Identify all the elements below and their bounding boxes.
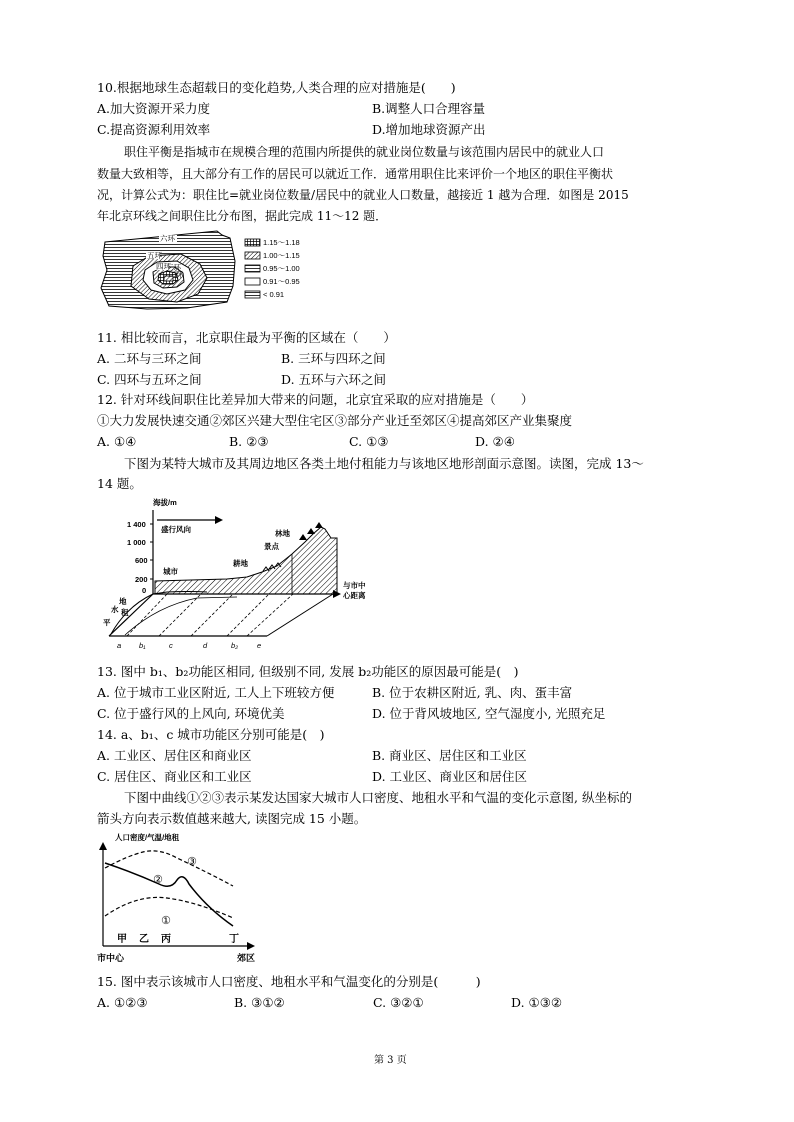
ring-label-5: 五环 xyxy=(147,251,162,260)
ring-label-2: 二环 xyxy=(168,270,183,279)
q13-stem: 13. 图中 b₁、b₂功能区相同, 但级别不同, 发展 b₂功能区的原因最可能是( ) xyxy=(97,664,519,679)
passage1-line-3: 况，计算公式为：职住比=就业岗位数量/居民中的就业人口数量，越接近 1 越为合理．如图是 2015 xyxy=(97,188,629,202)
legend-swatch-2 xyxy=(245,252,260,259)
q11-option-b[interactable]: B. 三环与四环之间 xyxy=(281,351,386,366)
q11-option-c[interactable]: C. 四环与五环之间 xyxy=(97,372,202,387)
passage2-line-2: 14 题。 xyxy=(97,476,142,491)
curve-3 xyxy=(105,851,233,886)
q14-option-a[interactable]: A. 工业区、居住区和商业区 xyxy=(97,748,252,763)
fig3-y-title: 人口密度/气温/地租 xyxy=(115,833,180,842)
ring-label-6: 六环 xyxy=(160,234,175,243)
fig3-mark-yi: 乙 xyxy=(139,934,149,945)
fig2-zone-e: e xyxy=(257,641,262,650)
legend-label-3: 0.95～1.00 xyxy=(263,264,300,273)
q14-stem: 14. a、b₁、c 城市功能区分别可能是( ) xyxy=(97,727,325,742)
fig3-curve-label-1: ① xyxy=(161,914,171,927)
fig2-wind-label: 盛行风向 xyxy=(161,525,191,534)
fig2-zone-b1: b₁ xyxy=(139,641,146,650)
passage1-line-2: 数量大致相等，且大部分有工作的居民可以就近工作．通常用职住比来评价一个地区的职住平衡状 xyxy=(97,167,614,181)
q13-option-c[interactable]: C. 位于盛行风的上风向, 环境优美 xyxy=(97,706,285,721)
q11-option-d[interactable]: D. 五环与六环之间 xyxy=(281,372,387,387)
map-legend xyxy=(245,238,300,299)
fig2-y-tick-200: 200 xyxy=(135,575,148,584)
beijing-ring-map xyxy=(97,226,342,318)
fig3-mark-ding: 丁 xyxy=(229,934,239,945)
fig2-y-tick-1400: 1 400 xyxy=(127,520,146,529)
fig2-zone-d: d xyxy=(203,641,208,650)
q14-option-c[interactable]: C. 居住区、商业区和工业区 xyxy=(97,769,252,784)
fig2-x-label-2: 心距离 xyxy=(343,591,366,600)
fig2-x-label-1: 与市中 xyxy=(343,581,366,590)
q10-stem: 10.根据地球生态超载日的变化趋势,人类合理的应对措施是( ) xyxy=(97,80,456,95)
q11-stem: 11. 相比较而言，北京职住最为平衡的区域在（ ） xyxy=(97,330,396,345)
q15-option-b[interactable]: B. ③①② xyxy=(234,995,285,1010)
fig3-end-label: 郊区 xyxy=(237,954,256,964)
q14-option-d[interactable]: D. 工业区、商业区和居住区 xyxy=(372,769,528,784)
fig2-y-title: 海拔/m xyxy=(153,498,177,507)
legend-label-5: < 0.91 xyxy=(263,290,285,299)
q15-stem: 15. 图中表示该城市人口密度、地租水平和气温变化的分别是( ) xyxy=(97,974,481,989)
fig2-side-label-1: 地 xyxy=(119,597,127,606)
passage3-line-2: 箭头方向表示数值越来越大, 读图完成 15 小题。 xyxy=(97,811,367,826)
fig3-mark-jia: 甲 xyxy=(117,934,127,945)
q12-statements: ①大力发展快速交通②郊区兴建大型住宅区③部分产业迁至郊区④提高郊区产业集聚度 xyxy=(97,413,573,428)
ring-label-4: 四环 xyxy=(156,262,171,271)
fig3-curve-label-3: ③ xyxy=(187,855,197,868)
fig2-zone-c: c xyxy=(169,641,173,650)
q15-option-a[interactable]: A. ①②③ xyxy=(97,995,148,1010)
q15-option-d[interactable]: D. ①③② xyxy=(511,995,563,1010)
fig2-side-label-2: 租 xyxy=(121,608,129,617)
legend-swatch-5 xyxy=(245,291,260,298)
q15-option-c[interactable]: C. ③②① xyxy=(373,995,424,1010)
fig2-zone-b2: b₂ xyxy=(231,641,239,650)
fig2-y-tick-1000: 1 000 xyxy=(127,538,146,547)
page-number: 第 3 页 xyxy=(374,1055,407,1066)
fig2-side-label-4: 平 xyxy=(103,618,111,627)
q13-option-a[interactable]: A. 位于城市工业区附近, 工人上下班较方便 xyxy=(97,685,335,700)
fig3-curve-label-2: ② xyxy=(153,873,163,886)
legend-label-2: 1.00～1.15 xyxy=(263,251,300,260)
passage1-line-1: 职住平衡是指城市在规模合理的范围内所提供的就业岗位数量与该范围内居民中的就业人口 xyxy=(124,145,605,159)
legend-swatch-1 xyxy=(245,239,260,246)
fig2-farmland-label: 耕地 xyxy=(233,559,248,568)
ring-label-3: 三环 xyxy=(166,263,181,272)
fig2-scenic-label: 景点 xyxy=(264,542,279,551)
q12-option-d[interactable]: D. ②④ xyxy=(475,434,515,449)
q12-option-a[interactable]: A. ①④ xyxy=(97,434,137,449)
fig3-mark-bing: 丙 xyxy=(161,934,171,945)
legend-label-1: 1.15～1.18 xyxy=(263,238,300,247)
passage3-line-1: 下图中曲线①②③表示某发达国家大城市人口密度、地租水平和气温的变化示意图, 纵坐标的 xyxy=(124,790,632,805)
q13-option-d[interactable]: D. 位于背风坡地区, 空气湿度小, 光照充足 xyxy=(372,706,606,721)
legend-swatch-4 xyxy=(245,278,260,285)
fig2-y-tick-600: 600 xyxy=(135,556,148,565)
rent-terrain-profile-figure xyxy=(97,494,397,654)
passage2-line-1: 下图为某特大城市及其周边地区各类土地付租能力与该地区地形剖面示意图。读图，完成 13～ xyxy=(124,456,644,471)
passage1-line-4: 年北京环线之间职住比分布图，据此完成 11～12 题． xyxy=(97,209,388,223)
q14-option-b[interactable]: B. 商业区、居住区和工业区 xyxy=(372,748,527,763)
fig2-y-tick-0: 0 xyxy=(142,586,147,595)
q12-stem: 12. 针对环线间职住比差异加大带来的问题，北京宜采取的应对措施是（ ） xyxy=(97,392,534,407)
fig3-origin-label: 市中心 xyxy=(97,954,125,964)
q13-option-b[interactable]: B. 位于农耕区附近, 乳、肉、蛋丰富 xyxy=(372,685,573,700)
q12-option-b[interactable]: B. ②③ xyxy=(229,434,269,449)
fig2-side-label-3: 水 xyxy=(111,605,119,614)
fig2-city-label: 城市 xyxy=(163,567,178,576)
q10-option-b[interactable]: B.调整人口合理容量 xyxy=(372,101,486,116)
q11-option-a[interactable]: A. 二环与三环之间 xyxy=(97,351,202,366)
density-temperature-rent-figure xyxy=(97,828,267,968)
fig2-zone-a: a xyxy=(117,641,122,650)
q10-option-d[interactable]: D.增加地球资源产出 xyxy=(372,122,486,137)
q12-option-c[interactable]: C. ①③ xyxy=(349,434,389,449)
legend-label-4: 0.91～0.95 xyxy=(263,277,300,286)
fig2-forest-label: 林地 xyxy=(275,529,290,538)
legend-swatch-3 xyxy=(245,265,260,272)
q10-option-c[interactable]: C.提高资源利用效率 xyxy=(97,122,211,137)
q10-option-a[interactable]: A.加大资源开采力度 xyxy=(97,101,211,116)
